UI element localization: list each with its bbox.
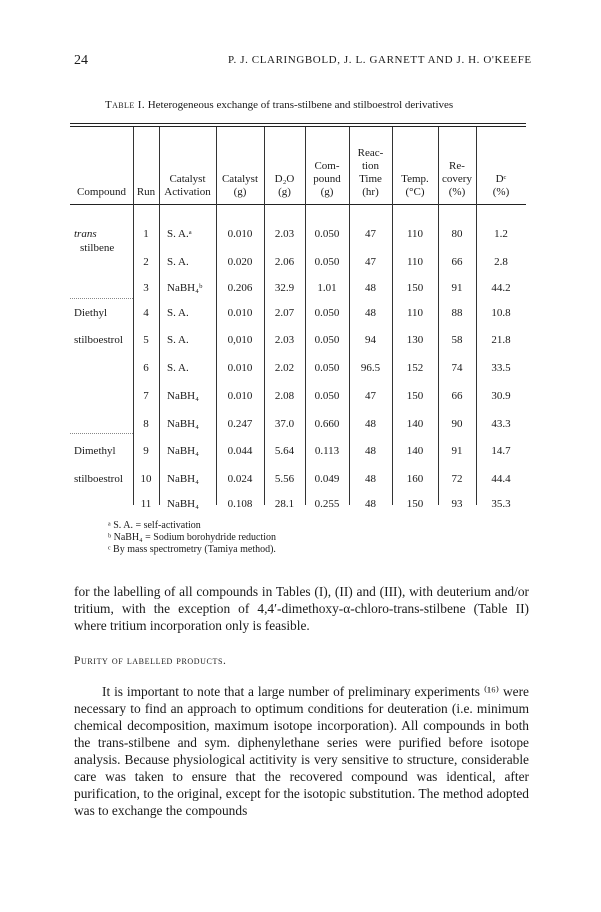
group-divider [70,298,133,299]
table-cell: 110 [406,256,424,268]
paragraph: for the labelling of all compounds in Tables (I), (II) and (III), with deuterium and/or tritium, with the exception of 4,4′-dimethoxy-α-chloro-trans-stilbene (Table II) where tritium incorporation only is feasible. [74,584,529,633]
table-cell: 140 [406,418,424,430]
table-cell: 0.010 [227,228,253,240]
table-cell: 2.03 [274,228,295,240]
group-divider [70,433,133,434]
table-cell: 4 [143,307,149,319]
table-cell: 72 [451,473,463,485]
table-cell: 0.108 [227,498,253,510]
table-cell: 0.020 [227,256,253,268]
table-cell: S. A. [167,256,189,268]
table-cell: S. A.ᵃ [167,228,192,240]
table-cell: 48 [365,282,376,294]
table-cell: 0.050 [314,256,340,268]
table-cell-compound: Dimethyl [74,445,116,457]
table-cell: 2.8 [494,256,508,268]
table-cell: 140 [406,445,424,457]
table-cell: 110 [406,228,424,240]
table-cell: 150 [406,282,424,294]
table-cell: 80 [451,228,463,240]
table-cell: 0.050 [314,334,340,346]
table-cell: 0.206 [227,282,253,294]
table-caption [105,99,453,111]
section-heading: Purity of labelled products. [74,655,227,667]
table-cell: 0.049 [314,473,340,485]
footnote: ᶜ By mass spectrometry (Tamiya method). [108,544,276,555]
paragraph: It is important to note that a large number of preliminary experiments ⁽¹⁶⁾ were necessary to find an approach to optimum conditions for deuteration (i.e. minimum chemical decomposition, maximum isotope incorporation). All compounds in both the trans-stilbene and sym. diphenylethane series were purified before isotope analysis. Because physiological actitivity is very sensitive to structure, considerable care was taken to ensure that the recovered compound was identical, after purification, to the original, except for the isotopic substitution. The method adopted was to exchange the compounds [74,684,529,818]
table-cell: 0.010 [227,307,253,319]
table-cell: 0.660 [314,418,340,430]
table-cell: NaBH₄ [167,445,199,457]
table-cell: 30.9 [491,390,511,402]
table-cell: 0.050 [314,390,340,402]
table-cell: 0.050 [314,362,340,374]
table-cell: 0.024 [227,473,253,485]
table-cell: 88 [451,307,463,319]
table-cell: 74 [451,362,463,374]
footnote: ᵃ S. A. = self-activation [108,520,201,531]
table-cell: 47 [365,228,376,240]
table-cell: 37.0 [274,418,295,430]
table-cell: 2.06 [274,256,295,268]
table-cell: 7 [143,390,149,402]
table-cell: 66 [451,256,463,268]
table-top-rule [70,123,526,124]
table-cell-compound: stilboestrol [74,473,123,485]
table-cell: S. A. [167,334,189,346]
table-cell: 1.01 [317,282,337,294]
table-top-rule-2 [70,126,526,127]
table-cell: 0,010 [227,334,253,346]
table-cell: 0.255 [314,498,340,510]
table-cell: 28.1 [274,498,295,510]
table-cell: 10.8 [491,307,511,319]
column-header: D₂O (g) [274,173,295,198]
table-cell: NaBH₄ [167,390,199,402]
table-cell: 44.2 [491,282,511,294]
table-cell: 2.07 [274,307,295,319]
table-cell: 48 [365,498,376,510]
table-cell: 10 [140,473,152,485]
table-cell: 150 [406,390,424,402]
table-cell: 8 [143,418,149,430]
table-cell: 5.56 [274,473,295,485]
footnote: ᵇ NaBH₄ = Sodium borohydride reduction [108,532,277,543]
table-cell: 110 [406,307,424,319]
column-header: Catalyst (g) [221,173,259,198]
table-title: Heterogeneous exchange of trans-stilbene and stilboestrol derivatives [147,99,454,111]
table-label: Table I. [105,99,145,111]
table-cell: 48 [365,307,376,319]
column-header: Compound [77,186,126,198]
column-header: Catalyst Activation [164,173,211,198]
column-header: Temp. (°C) [401,173,429,198]
table-cell: NaBH₄ [167,473,199,485]
table-cell: 47 [365,256,376,268]
running-head: P. J. CLARINGBOLD, J. L. GARNETT AND J. H. O'KEEFE [228,54,532,66]
table-cell: 93 [451,498,463,510]
table-cell: NaBH₄ [167,498,199,510]
table-cell: 152 [406,362,424,374]
table-cell-compound: stilboestrol [74,334,123,346]
table-cell: 0.050 [314,307,340,319]
table-cell: 66 [451,390,463,402]
table-cell: 1.2 [494,228,508,240]
table-cell: 96.5 [360,362,381,374]
table-cell: 48 [365,445,376,457]
table-cell: NaBH₄ [167,418,199,430]
table-cell: 48 [365,473,376,485]
table-cell: 9 [143,445,149,457]
table-cell: 58 [451,334,463,346]
table-cell: 130 [406,334,424,346]
table-cell: 5.64 [274,445,295,457]
column-header: Dᶜ (%) [492,173,510,198]
table-header-rule [70,204,526,205]
table-cell: S. A. [167,362,189,374]
table-cell: 90 [451,418,463,430]
table-cell: 35.3 [491,498,511,510]
table-cell: 91 [451,282,463,294]
table-cell: 33.5 [491,362,511,374]
table-cell: 32.9 [274,282,295,294]
column-header: Com- pound (g) [313,160,341,198]
table-cell: 47 [365,390,376,402]
table-cell: 94 [365,334,376,346]
table-cell: 21.8 [491,334,511,346]
table-cell: 1 [143,228,149,240]
table-cell: 6 [143,362,149,374]
column-header: Reac- tion Time (hr) [357,147,384,198]
table-cell: 5 [143,334,149,346]
table-cell: 0.044 [227,445,253,457]
table-cell: 2 [143,256,149,268]
table-cell: 91 [451,445,463,457]
table-cell: 160 [406,473,424,485]
table-cell-compound: stilbene [80,242,115,254]
table-cell: 2.08 [274,390,295,402]
table-cell: 48 [365,418,376,430]
table-cell: 150 [406,498,424,510]
column-header: Run [136,186,156,198]
table-cell: 0.010 [227,390,253,402]
table-cell: 0.050 [314,228,340,240]
table-cell: 11 [140,498,152,510]
table-cell: 44.4 [491,473,511,485]
column-header: Re- covery (%) [442,160,472,198]
table-cell: NaBH₄ᵇ [167,282,203,294]
table-cell: 0.247 [227,418,253,430]
table-cell: 14.7 [491,445,511,457]
table-cell: S. A. [167,307,189,319]
table-cell: 2.03 [274,334,295,346]
table-cell: 0.010 [227,362,253,374]
table-cell: 43.3 [491,418,511,430]
page-number: 24 [74,53,88,68]
table-cell-compound: Diethyl [74,307,107,319]
table-cell: 2.02 [274,362,295,374]
table-cell: 3 [143,282,149,294]
table-cell-compound: trans [74,228,97,240]
table-cell: 0.113 [314,445,340,457]
